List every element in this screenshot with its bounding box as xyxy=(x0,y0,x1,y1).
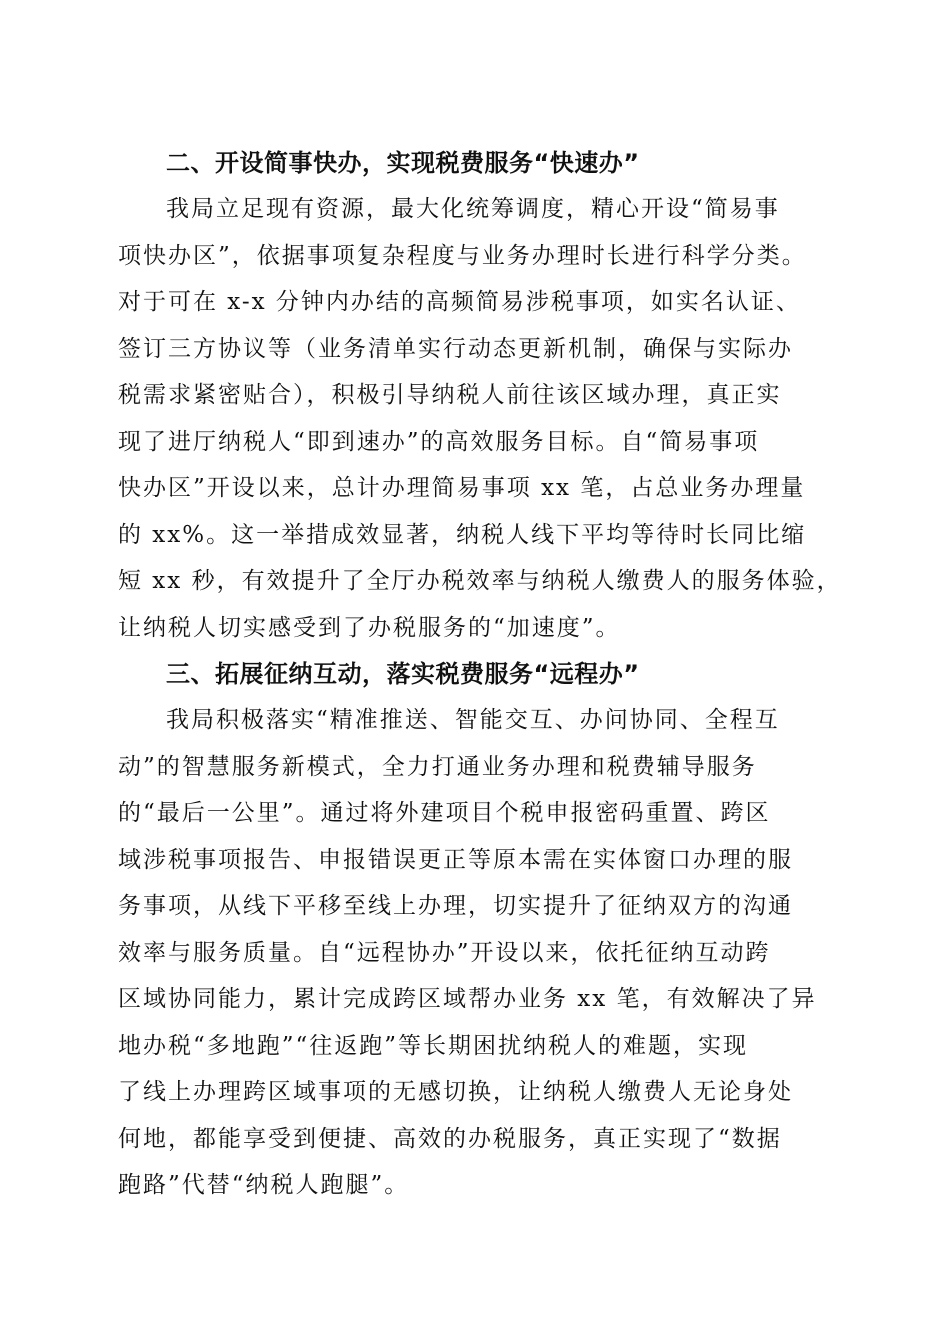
paragraph-line: 让纳税人切实感受到了办税服务的“加速度”。 xyxy=(118,614,621,641)
paragraph-line: 快办区”开设以来，总计办理简易事项 xx 笔，占总业务办理量 xyxy=(118,475,806,501)
section-heading-3: 三、拓展征纳互动，落实税费服务“远程办” xyxy=(166,660,640,688)
document-body xyxy=(118,140,842,1209)
paragraph-line: 项快办区”，依据事项复杂程度与业务办理时长进行科学分类。 xyxy=(118,242,807,269)
paragraph-line: 现了进厅纳税人“即到速办”的高效服务目标。自“简易事项 xyxy=(118,428,760,455)
section-3-paragraph xyxy=(118,697,838,1209)
paragraph-line: 何地，都能享受到便捷、高效的办税服务，真正实现了“数据 xyxy=(118,1125,782,1152)
paragraph-line: 的 xx%。这一举措成效显著，纳税人线下平均等待时长同比缩 xyxy=(118,521,807,548)
paragraph-line: 了线上办理跨区域事项的无感切换，让纳税人缴费人无论身处 xyxy=(118,1079,793,1105)
paragraph-line: 务事项，从线下平移至线上办理，切实提升了征纳双方的沟通 xyxy=(118,893,793,919)
paragraph-line: 动”的智慧服务新模式，全力打通业务办理和税费辅导服务 xyxy=(118,753,757,780)
paragraph-line: 短 xx 秒，有效提升了全厅办税效率与纳税人缴费人的服务体验， xyxy=(118,568,842,594)
paragraph-line: 我局积极落实“精准推送、智能交互、办问协同、全程互 xyxy=(166,707,780,733)
paragraph-line: 效率与服务质量。自“远程协办”开设以来，依托征纳互动跨 xyxy=(118,939,771,966)
paragraph-line: 签订三方协议等（业务清单实行动态更新机制，确保与实际办 xyxy=(118,335,793,362)
paragraph-line: 域涉税事项报告、申报错误更正等原本需在实体窗口办理的服 xyxy=(118,846,793,873)
paragraph-line: 的“最后一公里”。通过将外建项目个税申报密码重置、跨区 xyxy=(118,800,771,826)
section-heading-2: 二、开设简事快办，实现税费服务“快速办” xyxy=(166,149,640,177)
paragraph-line: 跑路”代替“纳税人跑腿”。 xyxy=(118,1172,410,1198)
paragraph-line: 地办税“多地跑”“往返跑”等长期困扰纳税人的难题，实现 xyxy=(118,1032,749,1059)
section-2-paragraph xyxy=(118,186,842,651)
paragraph-line: 税需求紧密贴合），积极引导纳税人前往该区域办理，真正实 xyxy=(118,382,782,408)
paragraph-line: 我局立足现有资源，最大化统筹调度，精心开设“简易事 xyxy=(166,196,780,222)
paragraph-line: 区域协同能力，累计完成跨区域帮办业务 xx 笔，有效解决了异 xyxy=(118,986,817,1012)
paragraph-line: 对于可在 x-x 分钟内办结的高频简易涉税事项，如实名认证、 xyxy=(118,289,801,315)
